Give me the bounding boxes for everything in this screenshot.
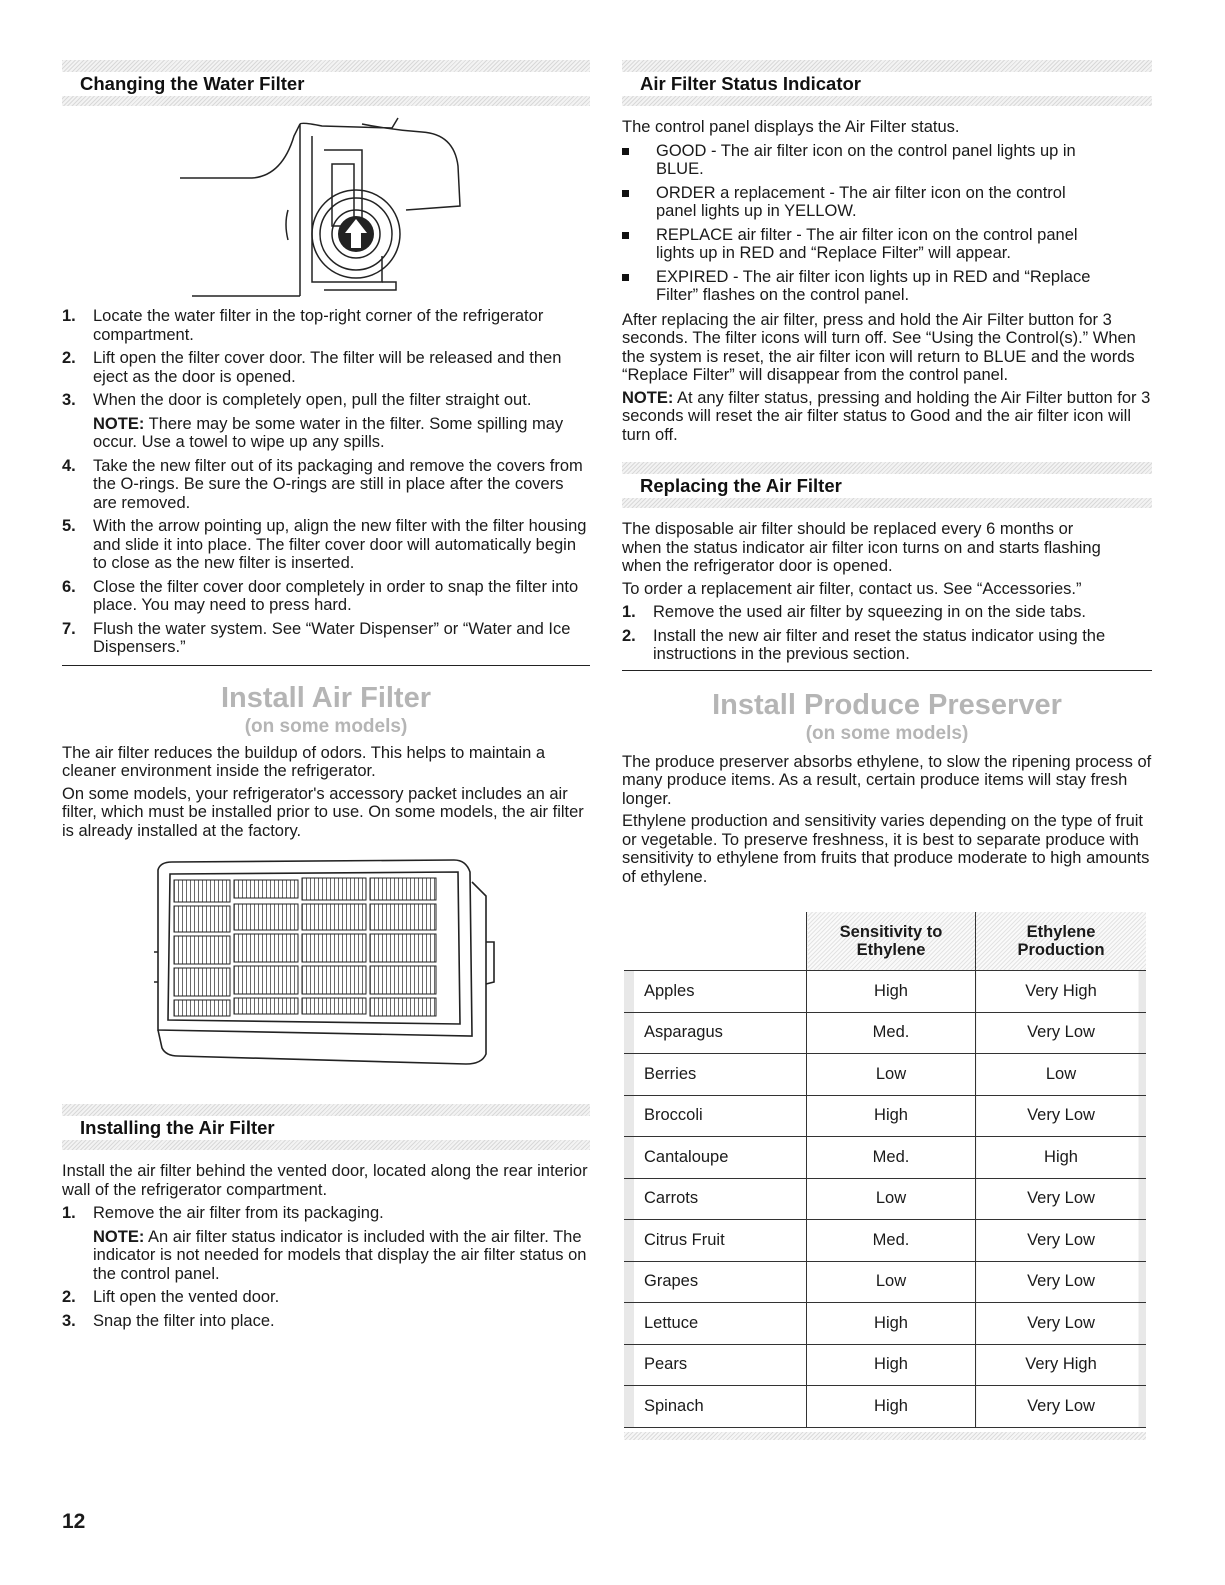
ethylene-table	[624, 912, 1146, 1428]
table-header-row	[624, 912, 1146, 971]
step-item: 2. Lift open the filter cover door. The filter will be released and then eject as the door is opened.	[62, 349, 562, 386]
table-row: Lettuce High Very Low	[624, 1303, 1146, 1345]
produce-preserver-subtitle: (on some models)	[805, 722, 969, 744]
section-divider	[622, 670, 1152, 671]
install-air-filter-title: Install Air Filter	[220, 681, 432, 714]
produce-preserver-title: Install Produce Preserver	[712, 688, 1062, 721]
left-column	[62, 60, 590, 1330]
step-item: 2. Lift open the vented door.	[62, 1288, 280, 1306]
table-row: Asparagus Med. Very Low	[624, 1012, 1146, 1054]
table-row: Cantaloupe Med. High	[624, 1137, 1146, 1179]
air-filter-drawing	[62, 852, 590, 1092]
replacing-header	[622, 462, 1152, 508]
page-number: 12	[62, 1510, 86, 1533]
water-filter-header	[62, 60, 590, 106]
produce-para-2: Ethylene production and sensitivity varies depending on the type of fruit or vegetable. To preserve freshness, it is best to separate produce with sensitivity to ethylene from fruits that produce moderate to high amounts of ethylene.	[622, 812, 1150, 886]
replacing-steps	[622, 603, 1152, 664]
water-filter-steps	[62, 307, 590, 657]
status-bullets	[622, 142, 1152, 305]
air-filter-para-1: The air filter reduces the buildup of odors. This helps to maintain a cleaner environment inside the refrigerator.	[62, 743, 546, 780]
section-divider	[62, 665, 590, 666]
bullet-item: EXPIRED - The air filter icon lights up in RED and “Replace Filter” flashes on the control panel.	[622, 268, 1152, 305]
installing-intro: Install the air filter behind the vented door, located along the rear interior wall of the refrigerator compartment.	[62, 1162, 588, 1199]
table-row: Spinach High Very Low	[624, 1386, 1146, 1428]
install-air-filter-subtitle: (on some models)	[244, 715, 408, 737]
table-header-blank	[624, 912, 807, 971]
table-row: Carrots Low Very Low	[624, 1178, 1146, 1220]
step-item: 1. Locate the water filter in the top-right corner of the refrigerator compartment.	[62, 307, 544, 344]
replacing-heading: Replacing the Air Filter	[622, 474, 1152, 498]
table-bottom-shade	[624, 1432, 1146, 1440]
water-filter-heading: Changing the Water Filter	[62, 72, 590, 96]
right-column	[622, 60, 1152, 886]
water-filter-drawing	[62, 106, 590, 302]
installing-steps	[62, 1204, 590, 1330]
installing-air-filter-header	[62, 1104, 590, 1150]
air-filter-illustration	[62, 852, 590, 1092]
step-item: 6. Close the filter cover door completely in order to snap the filter into place. You may need to press hard.	[62, 577, 579, 614]
table-row: Grapes Low Very Low	[624, 1261, 1146, 1303]
header-sensitivity: Sensitivity to Ethylene	[807, 912, 976, 971]
status-header	[622, 60, 1152, 106]
step-item: 1. Remove the air filter from its packaging. NOTE: An air filter status indicator is included with the air filter. The indicator is not needed for models that display the air filter status on the control panel.	[62, 1204, 590, 1283]
water-filter-illustration	[62, 106, 590, 302]
status-note: NOTE: At any filter status, pressing and holding the Air Filter button for 3 seconds will reset the air filter status to Good and the air filter icon will turn off.	[622, 388, 1151, 444]
step-item: 5. With the arrow pointing up, align the new filter with the filter housing and slide it into place. The filter cover door will automatically begin to close as the new filter is inserted.	[62, 517, 587, 572]
step-item: 1. Remove the used air filter by squeezing in on the side tabs.	[622, 603, 1086, 621]
produce-para-1: The produce preserver absorbs ethylene, to slow the ripening process of many produce items. As a result, certain produce items will stay fresh longer.	[622, 752, 1152, 808]
header-production: Ethylene Production	[976, 912, 1147, 971]
air-filter-para-2: On some models, your refrigerator's accessory packet includes an air filter, which must be installed prior to use. On some models, the air filter is already installed at the factory.	[62, 784, 584, 840]
table-row: Apples High Very High	[624, 971, 1146, 1013]
water-filter-note: NOTE: There may be some water in the filter. Some spilling may occur. Use a towel to wipe up any spills.	[93, 414, 564, 451]
table-row: Citrus Fruit Med. Very Low	[624, 1220, 1146, 1262]
replacing-para-2: To order a replacement air filter, contact us. See “Accessories.”	[622, 579, 1082, 598]
status-heading: Air Filter Status Indicator	[622, 72, 1152, 96]
step-item: 2. Install the new air filter and reset the status indicator using the instructions in the previous section.	[622, 626, 1106, 663]
installing-air-filter-heading: Installing the Air Filter	[62, 1116, 590, 1140]
installing-note: NOTE: An air filter status indicator is included with the air filter. The indicator is not needed for models that display the air filter status on the control panel.	[93, 1227, 587, 1283]
step-item: 7. Flush the water system. See “Water Dispenser” or “Water and Ice Dispensers.”	[62, 619, 571, 656]
bullet-item: REPLACE air filter - The air filter icon on the control panel lights up in RED and “Replace Filter” will appear.	[622, 226, 1152, 263]
status-after: After replacing the air filter, press and hold the Air Filter button for 3 seconds. The filter icons will turn off. See “Using the Control(s).” When the system is reset, the air filter icon will return to BLUE and the words “Replace Filter” will disappear from the control panel.	[622, 310, 1136, 384]
status-intro: The control panel displays the Air Filter status.	[622, 118, 960, 136]
step-item: 3. Snap the filter into place.	[62, 1311, 275, 1330]
table-row: Pears High Very High	[624, 1344, 1146, 1386]
step-item: 4. Take the new filter out of its packaging and remove the covers from the O-rings. Be sure the O-rings are still in place after the covers are removed.	[62, 456, 583, 512]
step-item: 3. When the door is completely open, pull the filter straight out. NOTE: There may be some water in the filter. Some spilling may occur. Use a towel to wipe up any spills.	[62, 391, 590, 452]
table-row: Broccoli High Very Low	[624, 1095, 1146, 1137]
table-row: Berries Low Low	[624, 1054, 1146, 1096]
replacing-para-1: The disposable air filter should be replaced every 6 months or when the status indicator air filter icon turns on and starts flashing when the refrigerator door is opened.	[622, 520, 1101, 575]
bullet-item: ORDER a replacement - The air filter icon on the control panel lights up in YELLOW.	[622, 184, 1152, 221]
bullet-item: GOOD - The air filter icon on the control panel lights up in BLUE.	[622, 142, 1152, 179]
